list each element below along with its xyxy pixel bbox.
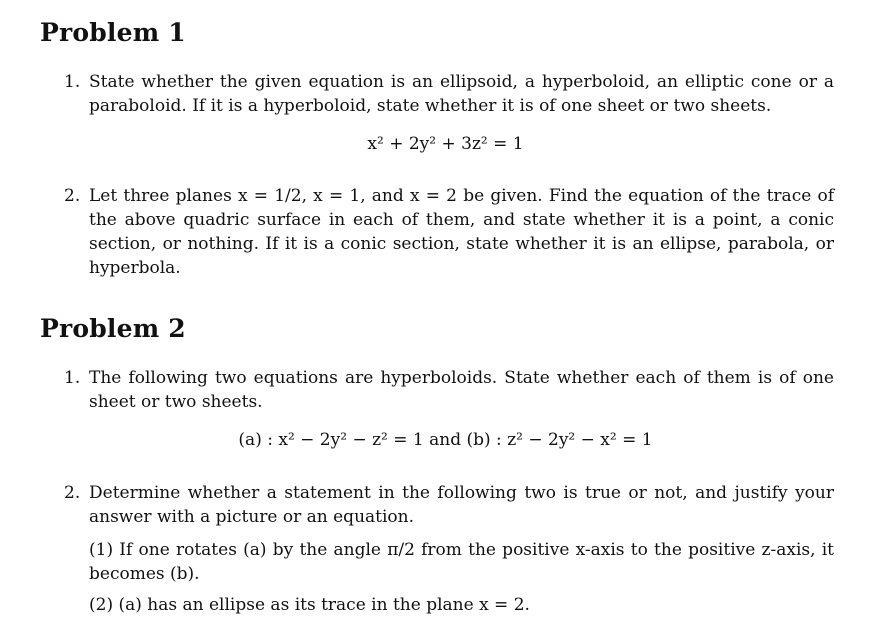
- item-text: The following two equations are hyperboloids. State whether each of them is of one sheet or two sheets.: [89, 368, 834, 412]
- problem-2-item-1: [64, 366, 834, 414]
- problem-2-equations: (a) : x² − 2y² − z² = 1 and (b) : z² − 2y² − x² = 1: [238, 430, 653, 450]
- item-text: Determine whether a statement in the following two is true or not, and justify your answer with a picture or an equation.: [89, 483, 834, 527]
- problem-1-equation: x² + 2y² + 3z² = 1: [367, 134, 524, 154]
- item-number: 2.: [64, 186, 81, 206]
- item-text: Let three planes x = 1/2, x = 1, and x = 2 be given. Find the equation of the trace of the above quadric surface in each of them, and state whether it is a point, a conic section, or nothing. If it is a conic section, state whether it is an ellipse, parabola, or hyperbola.: [89, 186, 834, 278]
- statement-1: (1) If one rotates (a) by the angle π/2 from the positive x-axis to the positive z-axis, it becomes (b).: [89, 540, 834, 584]
- problem-2-heading: Problem 2: [40, 314, 186, 343]
- item-number: 1.: [64, 368, 81, 388]
- statement-2: (2) (a) has an ellipse as its trace in the plane x = 2.: [89, 595, 530, 615]
- item-number: 1.: [64, 72, 81, 92]
- item-text: State whether the given equation is an ellipsoid, a hyperboloid, an elliptic cone or a paraboloid. If it is a hyperboloid, state whether it is of one sheet or two sheets.: [89, 72, 834, 116]
- problem-2-item-2: [64, 481, 834, 529]
- problem-1-item-2: [64, 184, 834, 280]
- item-number: 2.: [64, 483, 81, 503]
- problem-1-heading: Problem 1: [40, 18, 186, 47]
- problem-1-item-1: [64, 70, 834, 118]
